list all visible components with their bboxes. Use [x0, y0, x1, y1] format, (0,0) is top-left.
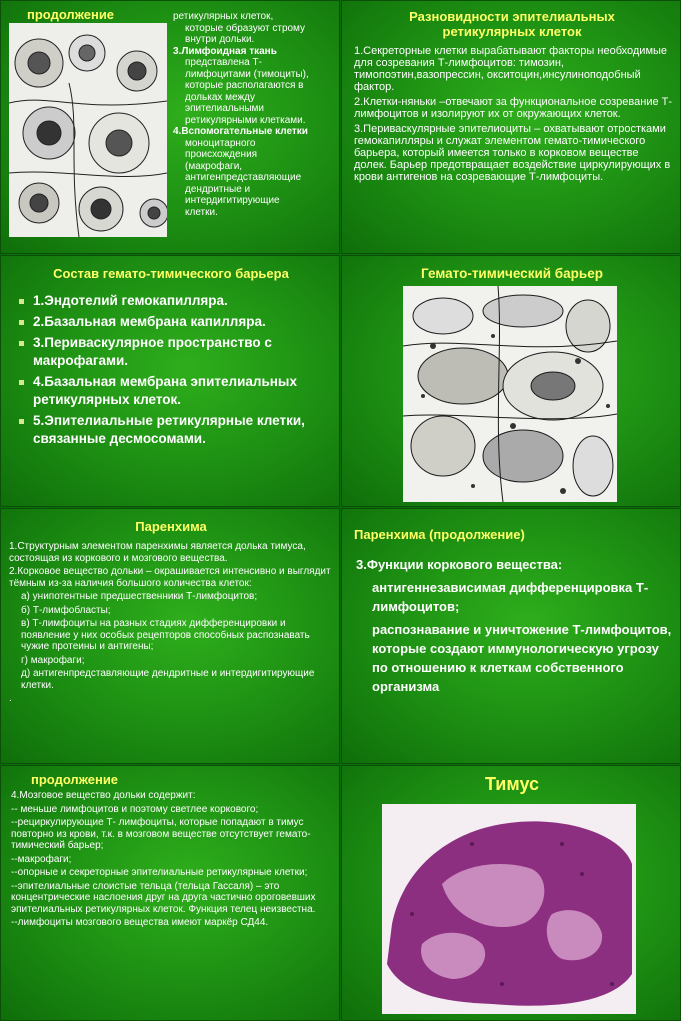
list-item: --лимфоциты мозгового вещества имеют маркёр СД44.: [11, 917, 269, 928]
text-line: (макрофаги,: [185, 160, 243, 172]
list-item: д) антигенпредставляющие дендритные и интердигитирующие клетки.: [21, 668, 315, 691]
text-line: дендритные и: [185, 183, 251, 195]
slide-title: Состав гемато-тимического барьера: [53, 266, 289, 281]
text-line: дольках между: [185, 91, 256, 103]
list-item: --макрофаги;: [11, 853, 72, 865]
slide-parenchyma-continued: [341, 508, 681, 764]
list-item: --эпителиальные слоистые тельца (тельца Гассаля) – это концентрические наслоения друг на друга частично ороговевших эпителиальных ретикулярных клеток. Функция телец неизвестна.: [11, 880, 316, 915]
list-item: [19, 412, 319, 448]
slide-epithelial-cell-types: [341, 0, 681, 254]
list-item: 1.Секреторные клетки вырабатывают факторы необходимые для созревания Т-лимфоцитов: тимозин, тимопоэтин,вазопрессин, окситоцин,инсулиноподобный фактор.: [354, 45, 668, 93]
s6-text: [356, 555, 672, 696]
text-line: моноцитарного: [185, 137, 256, 149]
s7-list: [11, 790, 336, 929]
slide-title: Паренхима (продолжение): [354, 527, 525, 542]
text-line: происхождения: [185, 149, 258, 160]
text-line: клетки.: [185, 206, 218, 218]
slide-continuation-1: [0, 0, 340, 254]
list-item: -- меньше лимфоцитов и поэтому светлее коркового;: [11, 803, 259, 815]
barrier-drawing: [403, 286, 617, 502]
barrier-list: [19, 292, 319, 451]
slide-title: Гемато-тимический барьер: [421, 266, 603, 281]
slide-title: продолжение: [27, 7, 115, 22]
list-item: а) унипотентные предшественники Т-лимфоцитов;: [21, 591, 258, 602]
text-line: 3.Функции коркового вещества:: [356, 557, 563, 572]
list-item-text: 3.Периваскулярное пространство с макрофагами.: [33, 335, 272, 368]
slide-title: Разновидности эпителиальных ретикулярных клеток: [409, 9, 615, 39]
list-item: 4.Мозговое вещество дольки содержит:: [11, 790, 196, 801]
list-item: 3.Периваскулярные эпителиоциты – охватывают отростками гемокапилляры и служат элементом гемато-тимического барьера, который имеется только в корковом веществе долек. Барьер предотвращает воздействие циркулирующих в крови антигенов на созревающие Т-лимфоциты.: [354, 123, 671, 183]
text-line: антигеннезависимая дифференцировка Т-лимфоцитов;: [372, 580, 649, 614]
text-line: эпителиальными: [185, 103, 264, 114]
text-line: ретикулярными клетками.: [185, 114, 306, 126]
text-line: 3.Лимфоидная ткань: [173, 45, 277, 57]
text-line: внутри дольки.: [185, 34, 255, 45]
s1-text: [173, 11, 338, 218]
slide-barrier-composition: [0, 255, 340, 507]
slide-title: продолжение: [31, 772, 119, 787]
slide-title: Тимус: [484, 774, 540, 794]
list-item: [19, 313, 319, 331]
text-line: интердигитирующие: [185, 195, 280, 206]
s5-list: [9, 541, 337, 705]
list-item-text: 4.Базальная мембрана эпителиальных ретикулярных клеток.: [33, 374, 297, 407]
list-item: [19, 292, 319, 310]
thymus-cells-drawing: [9, 23, 167, 237]
text-line: лимфоцитами (тимоциты),: [185, 68, 309, 80]
text-line: 4.Вспомогательные клетки: [173, 126, 308, 137]
slide-barrier-image: [341, 255, 681, 507]
list-item: в) Т-лимфоциты на разных стадиях дифференцировки и появление у них особых рецепторов способных распознавать чужие протеины и антигены;: [21, 618, 310, 652]
text-line: антигенпредставляющие: [185, 172, 302, 183]
slide-thymus: [341, 765, 681, 1021]
text-line: ретикулярных клеток,: [173, 11, 274, 22]
thymus-micrograph: [382, 804, 636, 1014]
list-item: 1.Структурным элементом паренхимы является долька тимуса, состоящая из коркового и мозгового вещества.: [9, 541, 306, 564]
list-item: [19, 334, 319, 370]
list-item-text: 5.Эпителиальные ретикулярные клетки, связанные десмосомами.: [33, 413, 305, 446]
text-line: представлена Т-: [185, 57, 262, 68]
list-item-text: 1.Эндотелий гемокапилляра.: [33, 293, 228, 308]
list-item: 2.Клетки-няньки –отвечают за функциональное созревание Т-лимфоцитов и изолируют их от окружающих клеток.: [354, 96, 673, 120]
s2-list: [354, 45, 674, 183]
list-item: 2.Корковое вещество дольки – окрашивается интенсивно и выглядит тёмным из-за наличия большого количества клеток:: [9, 566, 331, 589]
list-item: --опорные и секреторные эпителиальные ретикулярные клетки;: [11, 867, 308, 878]
slide-parenchyma: [0, 508, 340, 764]
text-line: распознавание и уничтожение Т-лимфоцитов, которые создают иммунологическую угрозу по отношению к клеткам собственного организма: [372, 622, 672, 694]
slide-continuation-2: [0, 765, 340, 1021]
list-item: г) макрофаги;: [21, 654, 85, 666]
list-item: б) Т-лимфобласты;: [21, 604, 111, 616]
list-item: --рециркулирующие Т- лимфоциты, которые попадают в тимус повторно из крови, т.к. в мозговом веществе отсутствует гемато-тимический барьер;: [11, 817, 311, 851]
list-item: .: [9, 693, 12, 704]
text-line: которые располагаются в: [185, 80, 304, 91]
list-item: [19, 373, 319, 409]
slide-title: Паренхима: [135, 519, 207, 534]
list-item-text: 2.Базальная мембрана капилляра.: [33, 314, 266, 329]
text-line: которые образуют строму: [185, 22, 306, 34]
